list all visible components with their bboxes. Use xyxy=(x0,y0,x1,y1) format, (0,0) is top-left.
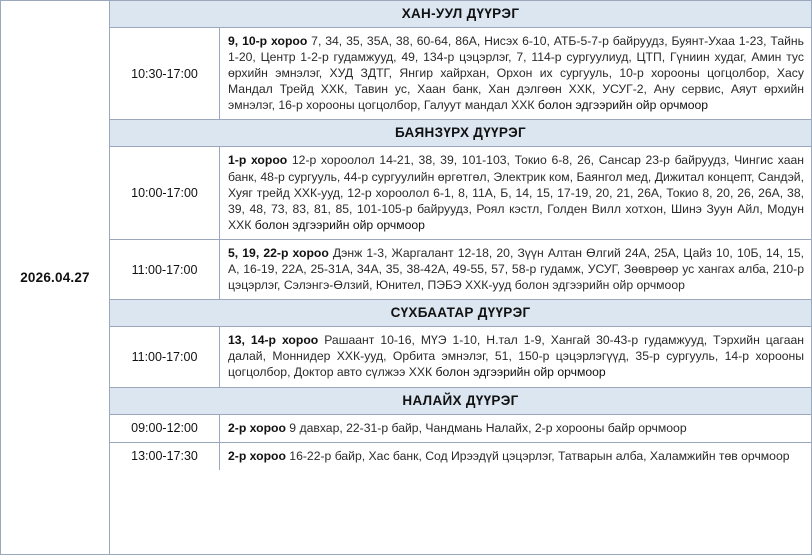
area-list: Рашаант 10-16, МҮЭ 1-10, Н.тал 1-9, Хангай 30-43-р гудамжууд, Тэрхийн цагаан далай, Моннидер ХХК-ууд, Орбита эмнэлэг, 51, 150-р цэцэрлэгүүд, 35-р сургууль, 14-р хорооны цогцолбор, Доктор авто сүлжээ ХХК xyxy=(228,333,805,380)
khoroo-label: 5, 19, 22-р хороо xyxy=(228,245,329,260)
area-description xyxy=(220,147,811,238)
district-header: НАЛАЙХ ДҮҮРЭГ xyxy=(110,388,811,415)
area-description xyxy=(220,443,811,470)
area-suffix: болон эдгээрийн ойр орчмоор xyxy=(435,365,606,380)
khoroo-label: 2-р хороо xyxy=(228,448,286,463)
time-range: 11:00-17:00 xyxy=(110,327,220,386)
district-header: ХАН-УУЛ ДҮҮРЭГ xyxy=(110,1,811,28)
area-list: Дэнж 1-3, Жаргалант 12-18, 20, Зүүн Алтан Өлгий 24А, 25А, Цайз 10, 10Б, 14, 15, А, 16-19, 22А, 25-31А, 34А, 35, 38-42А, 49-55, 57, 58-р гудамж, УСУГ, Зөөврөөр ус хангах алба, 210-р цэцэрлэг, Сэлэнгэ-Өлзий, Юнител, ПЭБЭ ХХК-ууд болон эдгээрийн ойр орчмоор xyxy=(228,245,805,293)
time-range: 10:00-17:00 xyxy=(110,147,220,238)
table-row xyxy=(110,147,811,239)
area-list: 7, 34, 35, 35А, 38, 60-64, 86А, Нисэх 6-10, АТБ-5-7-р байруудз, Буянт-Ухаа 1-23, Тайнь 1-20, Центр 1-2-р гудамжууд, 49, 134-р цэцэрлэг, 7, 114-р сургуулиуд, ЦТП, Гүниин худаг, Амин тус өрхийн эмнэлэг, ХУД ЗДТГ, Янгир хайрхан, Орхон их сургууль, 10-р хорооны цогцолбор, Хасу Мандал Трейд ХХК, Тавин ус, Хаан банк, Хан дэлгөөн ХХК, УСУГ-2, Ану сервис, Аяут өрхийн эмнэлэг, 16-р хорооны цогцолбор, Галуут мандал ХХК xyxy=(228,34,804,113)
table-row xyxy=(110,240,811,300)
area-list: 9 давхар, 22-31-р байр, Чандмань Налайх, 2-р хорооны байр орчмоор xyxy=(285,420,687,435)
table-row xyxy=(110,28,811,120)
table-row xyxy=(110,327,811,387)
area-suffix: болон эдгээрийн ойр орчмоор xyxy=(254,217,425,232)
district-header: СҮХБААТАР ДҮҮРЭГ xyxy=(110,300,811,327)
area-description xyxy=(220,415,811,442)
khoroo-label: 1-р хороо xyxy=(228,153,288,168)
area-list: 16-22-р байр, Хас банк, Сод Ирээдүй цэцэрлэг, Татварын алба, Халамжийн төв орчмоор xyxy=(285,448,790,463)
area-description xyxy=(220,327,811,386)
table-row xyxy=(110,443,811,470)
time-range: 13:00-17:30 xyxy=(110,443,220,470)
table-row xyxy=(110,415,811,443)
khoroo-label: 9, 10-р хороо xyxy=(228,34,308,48)
time-range: 10:30-17:00 xyxy=(110,28,220,119)
district-header: БАЯНЗҮРХ ДҮҮРЭГ xyxy=(110,120,811,147)
area-description xyxy=(220,28,811,119)
time-range: 11:00-17:00 xyxy=(110,240,220,299)
area-suffix: болон эдгээрийн ойр орчмоор xyxy=(537,98,709,113)
time-range: 09:00-12:00 xyxy=(110,415,220,442)
area-list: 12-р хороолол 14-21, 38, 39, 101-103, Токио 6-8, 26, Сансар 23-р байруудз, Чингис хаан банк, 48-р сургууль, 44-р сургуулийн өргөтгөл, Электрик ком, Баянгол мед, Дижитал концепт, Сандэй, Хуяг трейд ХХК-ууд, 12-р хороолол 6-1, 8, 11А, Б, 14, 15, 17-19, 20, 21, 26А, Токио 8, 20, 26, 26А, 38, 39, 48, 73, 83, 81, 85, 101-105-р байруудз, Роял кэстл, Голден Вилл хотхон, Шинэ Зуун Айл, Модун ХХК xyxy=(228,153,804,232)
date-label: 2026.04.27 xyxy=(20,270,90,285)
date-cell xyxy=(0,0,110,555)
khoroo-label: 13, 14-р хороо xyxy=(228,333,319,348)
area-description xyxy=(220,240,811,299)
khoroo-label: 2-р хороо xyxy=(228,420,286,435)
districts-container xyxy=(110,0,812,555)
